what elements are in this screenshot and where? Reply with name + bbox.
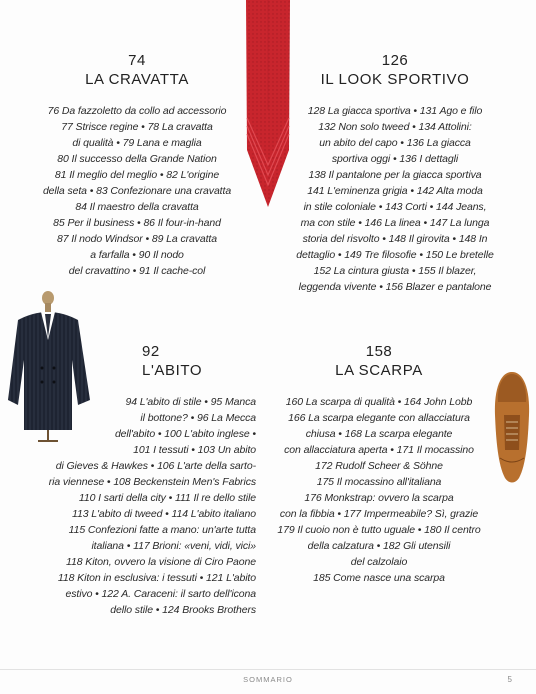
contents-line: in stile coloniale • 143 Corti • 144 Jeans,: [303, 201, 487, 213]
contents-line: 141 L'eminenza grigia • 142 Alta moda: [307, 185, 483, 197]
section-page-number: 74: [128, 52, 146, 69]
contents-line: della seta • 83 Confezionare una cravatta: [42, 185, 232, 197]
section-contents: [38, 103, 236, 279]
contents-line: 118 Kiton, ovvero la visione di Ciro Paone: [66, 556, 256, 568]
contents-line: sportiva oggi • 136 I dettagli: [331, 153, 459, 165]
contents-line: 115 Confezioni fatte a mano: un'arte tutta: [68, 524, 256, 536]
brogue-shoe-image: [492, 370, 532, 485]
section-title: L'ABITO: [142, 362, 203, 379]
contents-line: di qualità • 79 Lana e maglia: [72, 137, 202, 149]
contents-line: dell'abito • 100 L'abito inglese •: [114, 428, 256, 440]
contents-line: 176 Monkstrap: ovvero la scarpa: [304, 492, 454, 504]
section-page-number: 158: [365, 343, 393, 360]
contents-line: 101 I tessuti • 103 Un abito: [133, 444, 256, 456]
contents-line: 138 Il pantalone per la giacca sportiva: [308, 169, 482, 181]
contents-line: 175 Il mocassino all'italiana: [316, 476, 442, 488]
section-page-number: 126: [381, 52, 409, 69]
section-title: LA CRAVATTA: [85, 71, 189, 88]
contents-line: storia del risvolto • 148 Il girovita • 148 In: [302, 233, 488, 245]
contents-line: dettaglio • 149 Tre filosofie • 150 Le bretelle: [296, 249, 494, 261]
contents-line: con allacciatura aperta • 171 Il mocassino: [284, 444, 474, 456]
contents-line: 118 Kiton in esclusiva: i tessuti • 121 L'abito: [57, 572, 256, 584]
section-look-sportivo: [296, 52, 494, 295]
contents-line: 132 Non solo tweed • 134 Attolini:: [318, 121, 472, 133]
contents-line: italiana • 117 Brioni: «veni, vidi, vici»: [91, 540, 256, 552]
contents-line: leggenda vivente • 156 Blazer e pantalone: [298, 281, 492, 293]
contents-line: 128 La giacca sportiva • 131 Ago e filo: [307, 105, 483, 117]
section-scarpa: [274, 343, 484, 586]
contents-line: 166 La scarpa elegante con allacciatura: [288, 412, 470, 424]
contents-line: ma con stile • 146 La linea • 147 La lunga: [300, 217, 490, 229]
contents-line: il bottone? • 96 La Mecca: [140, 412, 256, 424]
contents-line: del cravattino • 91 Il cache-col: [68, 265, 206, 277]
contents-line: 160 La scarpa di qualità • 164 John Lobb: [285, 396, 473, 408]
footer-divider: [0, 669, 536, 670]
contents-line: un abito del capo • 136 La giacca: [319, 137, 471, 149]
contents-line: ria viennese • 108 Beckenstein Men's Fabrics: [48, 476, 256, 488]
section-title: IL LOOK SPORTIVO: [320, 71, 470, 88]
contents-line: 110 I sarti della city • 111 Il re dello stile: [78, 492, 256, 504]
contents-line: 84 Il maestro della cravatta: [75, 201, 199, 213]
contents-line: 77 Strisce regine • 78 La cravatta: [61, 121, 213, 133]
contents-line: 76 Da fazzoletto da collo ad accessorio: [47, 105, 227, 117]
section-page-number: 92: [142, 343, 160, 360]
contents-line: 85 Per il business • 86 Il four-in-hand: [53, 217, 221, 229]
section-title: LA SCARPA: [335, 362, 423, 379]
contents-line: 94 L'abito di stile • 95 Manca: [125, 396, 256, 408]
contents-line: 152 La cintura giusta • 155 Il blazer,: [313, 265, 477, 277]
contents-line: chiusa • 168 La scarpa elegante: [305, 428, 453, 440]
contents-line: con la fibbia • 177 Impermeabile? Sì, grazie: [279, 508, 479, 520]
page-number: 5: [507, 675, 512, 684]
section-contents: [296, 103, 494, 295]
contents-line: della calzatura • 182 Gli utensili: [307, 540, 451, 552]
section-abito: [40, 343, 260, 618]
contents-line: estivo • 122 A. Caraceni: il sarto dell'icona: [65, 588, 256, 600]
contents-line: 179 Il cuoio non è tutto uguale • 180 Il centro: [277, 524, 481, 536]
contents-line: di Gieves & Hawkes • 106 L'arte della sarto-: [55, 460, 256, 472]
section-contents: [40, 394, 260, 618]
contents-line: 172 Rudolf Scheer & Söhne: [315, 460, 443, 472]
section-contents: [274, 394, 484, 586]
contents-line: 80 Il successo della Grande Nation: [57, 153, 217, 165]
contents-line: 87 Il nodo Windsor • 89 La cravatta: [56, 233, 217, 245]
contents-line: a farfalla • 90 Il nodo: [90, 249, 184, 261]
footer-section-label: SOMMARIO: [243, 675, 293, 684]
section-cravatta: [38, 52, 236, 279]
contents-line: dello stile • 124 Brooks Brothers: [110, 604, 256, 616]
contents-line: 113 L'abito di tweed • 114 L'abito italiano: [72, 508, 256, 520]
contents-line: del calzolaio: [350, 556, 408, 568]
red-tie-image: [243, 0, 293, 210]
contents-line: 81 Il meglio del meglio • 82 L'origine: [54, 169, 220, 181]
contents-line: 185 Come nasce una scarpa: [313, 572, 445, 584]
